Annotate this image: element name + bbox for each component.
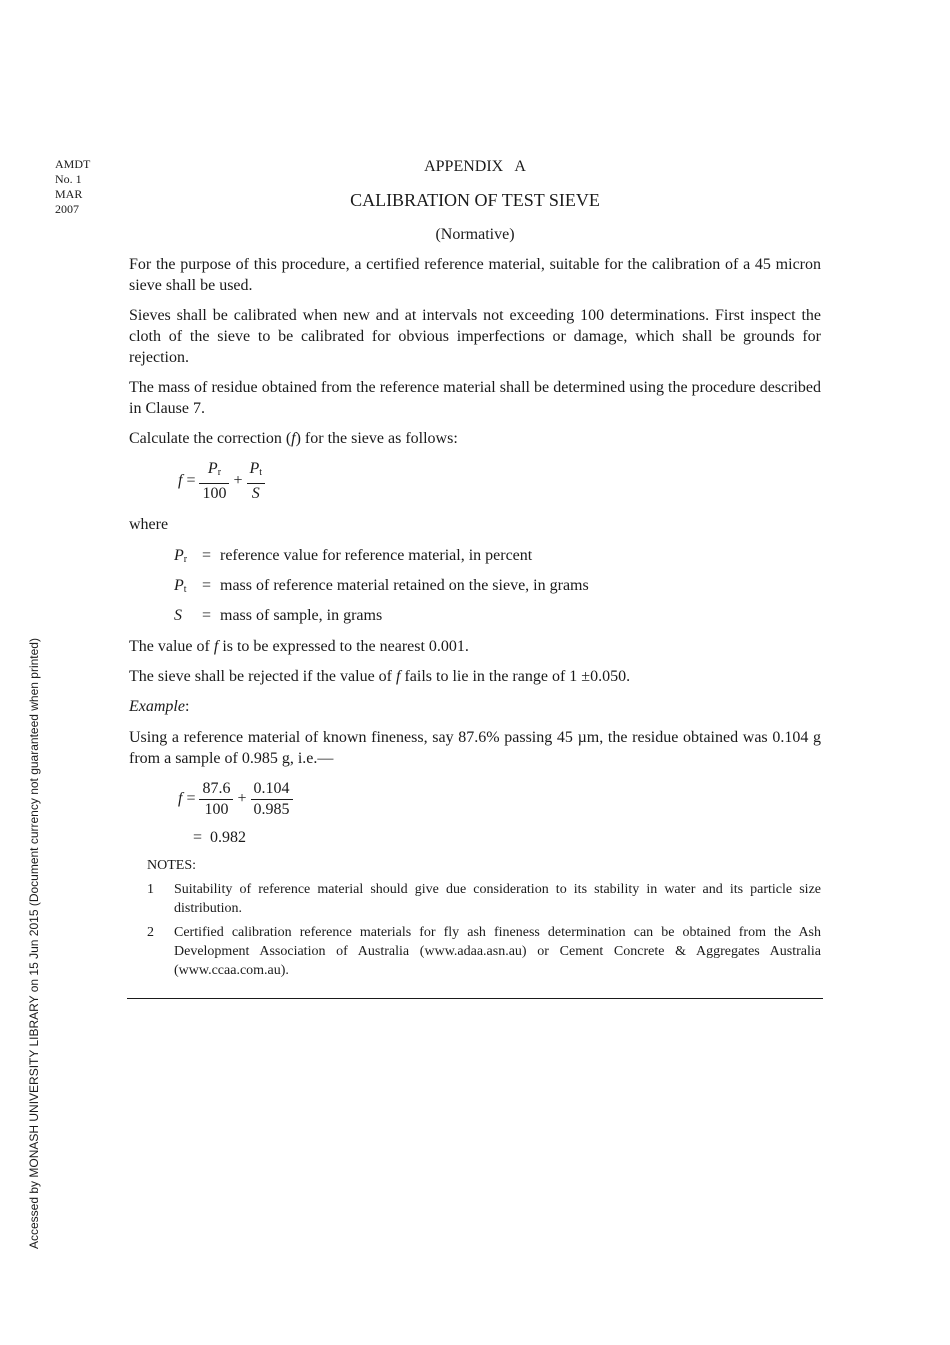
note-text: Certified calibration reference materials for fly ash fineness determination can be obtained from the Ash Development Association of Australia (www.adaa.asn.au) or Cement Concrete & Aggregates Australia (www.ccaa.com.au). [174, 925, 821, 978]
subscript: t [183, 584, 187, 595]
definition-row [174, 576, 589, 600]
definition-symbol [174, 576, 202, 600]
formula-lhs: f [178, 790, 183, 808]
definition-equals: = [202, 607, 212, 624]
symbol-p: P [249, 460, 260, 477]
fraction-denominator: 0.985 [253, 801, 290, 818]
definition-symbol [174, 546, 202, 570]
fraction-denominator: 100 [204, 801, 229, 818]
fraction-second [251, 779, 293, 820]
formula-lhs: f [178, 472, 183, 490]
note-text: Suitability of reference material should give due consideration to its stability in water and its particle size distribution. [174, 882, 821, 916]
result-value: 0.982 [210, 829, 247, 846]
symbol: P [174, 577, 184, 594]
normative-label: (Normative) [435, 226, 515, 243]
text: is to be expressed to the nearest 0.001. [218, 638, 469, 655]
definition-text: mass of reference material retained on the sieve, in grams [220, 577, 589, 594]
fraction-first [199, 779, 233, 820]
text: Calculate the correction ( [129, 430, 292, 447]
paragraph-precision [129, 636, 821, 657]
fraction-denominator: 100 [202, 485, 227, 502]
definition-row [174, 606, 382, 630]
appendix-heading: APPENDIX A [424, 158, 526, 175]
example-formula [178, 779, 293, 820]
paragraph-residue: The mass of residue obtained from the reference material shall be determined using the procedure described in Clause 7. [129, 379, 821, 417]
definition-text: reference value for reference material, in percent [220, 547, 533, 564]
variable-f: f [396, 668, 401, 685]
note-item [147, 880, 821, 920]
definition-equals: = [202, 577, 212, 594]
paragraph-calibration-interval: Sieves shall be calibrated when new and at intervals not exceeding 100 determinations. First inspect the cloth of the sieve to be calibrated for obvious imperfections or damage, which shall be grounds for rejection. [129, 307, 821, 366]
amendment-line: 2007 [55, 202, 79, 216]
formula-equals: = [193, 829, 203, 846]
paragraph-purpose: For the purpose of this procedure, a certified reference material, suitable for the calibration of a 45 micron sieve shall be used. [129, 256, 821, 294]
example-heading [129, 696, 821, 717]
paragraph-rejection [129, 666, 821, 687]
notes-heading: NOTES: [147, 858, 196, 873]
subscript: r [183, 554, 188, 565]
symbol-p: P [207, 460, 218, 477]
definition-text: mass of sample, in grams [220, 607, 383, 624]
formula-equals: = [186, 790, 196, 808]
footer-divider [127, 998, 823, 999]
symbol: P [174, 547, 184, 564]
formula-plus: + [233, 472, 243, 490]
formula-equals: = [186, 472, 196, 490]
fraction-denominator: S [251, 485, 260, 502]
amendment-line: AMDT [55, 157, 91, 171]
example-result [193, 828, 246, 848]
subscript: t [259, 467, 263, 478]
paragraph-example: Using a reference material of known fineness, say 87.6% passing 45 µm, the residue obtained was 0.104 g from a sample of 0.985 g, i.e.— [129, 729, 821, 767]
fraction-numerator: 87.6 [199, 779, 233, 800]
fraction-pt [247, 459, 266, 504]
definition-row [174, 546, 532, 570]
text: ) for the sieve as follows: [295, 430, 458, 447]
text: The value of [129, 638, 214, 655]
fraction-numerator [199, 459, 229, 484]
example-label: Example [129, 698, 185, 715]
note-number: 2 [147, 925, 154, 940]
fraction-numerator [247, 459, 266, 484]
paragraph-correction [129, 428, 821, 449]
subscript: r [217, 467, 222, 478]
symbol: S [174, 607, 182, 624]
amendment-line: No. 1 [55, 172, 82, 186]
page-title: CALIBRATION OF TEST SIEVE [350, 190, 600, 210]
fraction-pr [199, 459, 229, 504]
variable-f: f [213, 638, 219, 655]
note-item [147, 923, 821, 983]
access-notice: Accessed by MONASH UNIVERSITY LIBRARY on 15 Jun 2015 (Document currency not guaranteed when printed) [27, 638, 41, 1249]
text: The sieve shall be rejected if the value of [129, 668, 396, 685]
text: fails to lie in the range of 1 ±0.050. [400, 668, 631, 685]
formula-plus: + [237, 790, 247, 808]
definition-equals: = [202, 547, 212, 564]
amendment-marker [55, 157, 90, 217]
text: : [184, 698, 190, 715]
amendment-line: MAR [55, 187, 83, 201]
fraction-numerator: 0.104 [251, 779, 293, 800]
where-label: where [129, 516, 169, 533]
definition-symbol [174, 606, 202, 630]
variable-f: f [291, 430, 296, 447]
correction-formula [178, 459, 265, 504]
note-number: 1 [147, 882, 154, 897]
